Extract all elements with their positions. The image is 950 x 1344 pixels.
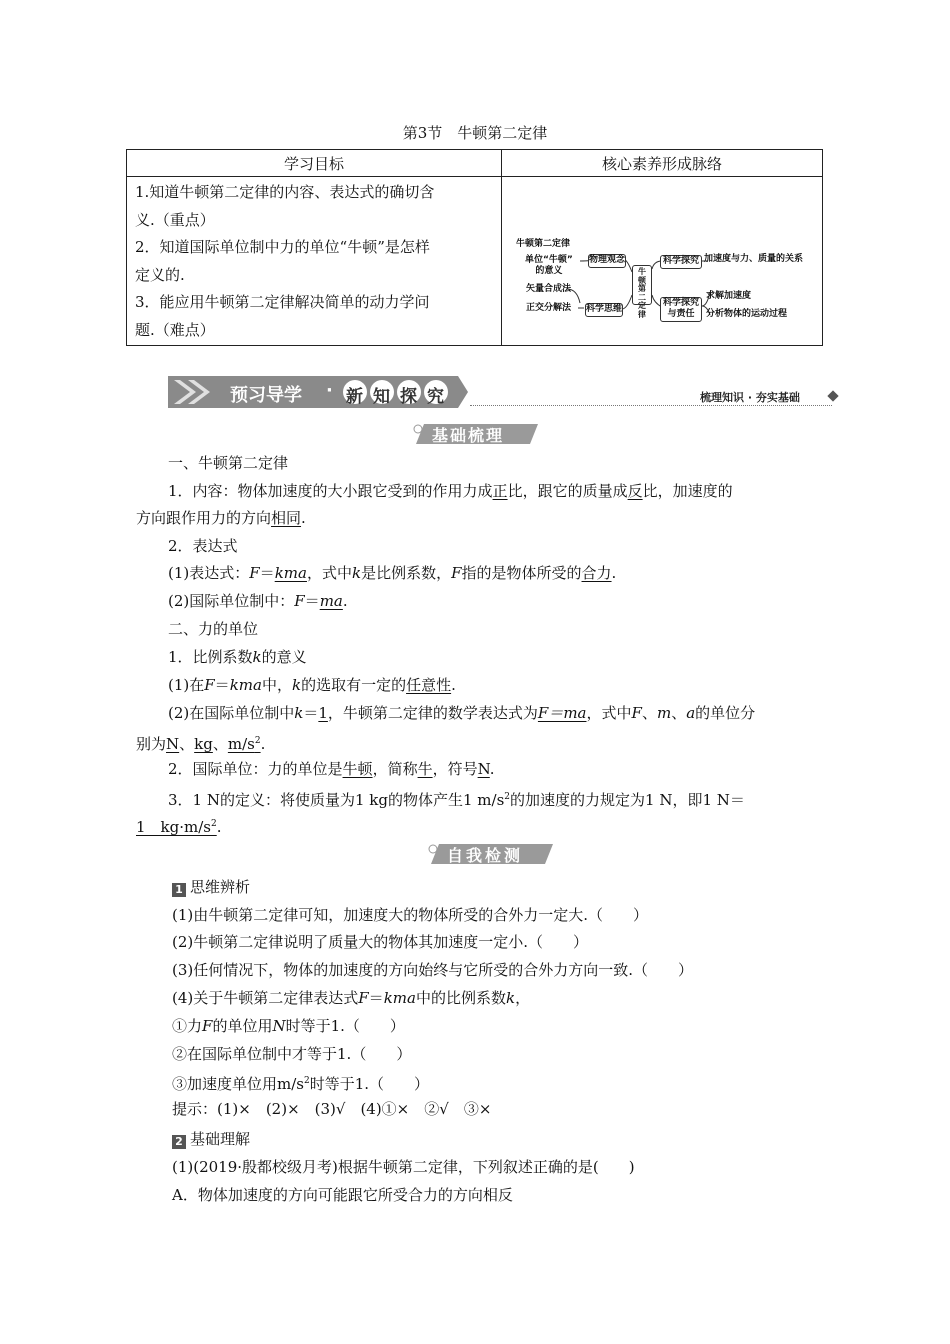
text-line: 1 $kg\cdot m/s^2$. — [136, 818, 222, 836]
heading-force-unit: 二、力的单位 — [168, 620, 259, 638]
text-line: 2．国际单位：力的单位是牛顿，简称牛，符号N. — [168, 760, 495, 778]
text-line: 方向跟作用力的方向相同. — [136, 509, 306, 527]
text-line: 3．1 N的定义：将使质量为1 kg的物体产生1 $m/s^2$的加速度的力规定为1 N，即1 N＝ — [168, 791, 745, 809]
text-line: 1．比例系数k的意义 — [168, 648, 307, 666]
mindmap-box: 科学探究 — [660, 255, 702, 269]
banner-divider — [470, 405, 832, 406]
text-line: (2)在国际单位制中k＝1，牛顿第二定律的数学表达式为F＝ma，式中F、m、a的单位分 — [168, 704, 756, 722]
goal-line: 题.（难点） — [135, 320, 215, 339]
section-tag-selfcheck — [425, 841, 557, 867]
literacy-header: 核心素养形成脉络 — [502, 150, 823, 177]
mindmap-node: 单位“牛顿” 的意义 — [525, 255, 573, 276]
goal-line: 定义的. — [135, 265, 185, 284]
section-banner — [168, 376, 468, 408]
heading-newton-law: 一、牛顿第二定律 — [168, 454, 289, 472]
mindmap-center: 牛 顿 第 二 定 律 — [632, 265, 652, 305]
banner-char: 探 — [400, 387, 417, 407]
banner-char: 知 — [373, 387, 390, 407]
section-tag-basics — [410, 421, 542, 447]
question-line: ②在国际单位制中才等于1.（ ） — [172, 1045, 412, 1063]
banner-char: 新 — [346, 387, 363, 407]
mindmap-node: 牛顿第二定律 — [516, 239, 571, 249]
goals-header: 学习目标 — [127, 150, 502, 177]
goals-list — [127, 177, 502, 346]
subheading-thinking: 1 思维辨析 — [172, 877, 250, 897]
mindmap-box: 物理观念 — [588, 254, 626, 268]
banner-dot: · — [326, 380, 333, 401]
mindmap-box: 科学思维 — [585, 303, 623, 317]
diamond-icon — [827, 390, 838, 401]
mindmap-node: 矢量合成法 — [526, 284, 572, 294]
question-line: (3)任何情况下，物体的加速度的方向始终与它所受的合外力方向一致.（ ） — [172, 961, 694, 979]
goal-line: 1.知道牛顿第二定律的内容、表达式的确切含 — [135, 183, 435, 201]
goals-table — [126, 149, 823, 346]
subheading-understanding: 2 基础理解 — [172, 1129, 250, 1149]
question-line: (1)由牛顿第二定律可知，加速度大的物体所受的合外力一定大.（ ） — [172, 906, 649, 924]
goal-line: 2．知道国际单位制中力的单位“牛顿”是怎样 — [135, 238, 430, 256]
section-title: 自我检测 — [447, 846, 524, 865]
page-title: 第3节 牛顿第二定律 — [402, 124, 548, 142]
banner-char: 究 — [427, 387, 444, 407]
number-badge: 1 — [172, 883, 186, 897]
text-line: 1．内容：物体加速度的大小跟它受到的作用力成正比，跟它的质量成反比，加速度的 — [168, 482, 733, 500]
question-line: ③加速度单位用$m/s^2$时等于1.（ ） — [172, 1075, 430, 1093]
number-badge: 2 — [172, 1135, 186, 1149]
text-line: 别为N、kg、$m/s^2$. — [136, 735, 266, 753]
text-line: (1)在F＝kma中，k的选取有一定的任意性. — [168, 676, 456, 694]
question-line: (1)(2019·殷都校级月考)根据牛顿第二定律，下列叙述正确的是( ) — [172, 1158, 635, 1176]
banner-left-text: 预习导学 — [230, 385, 302, 406]
goal-line: 3．能应用牛顿第二定律解决简单的动力学问 — [135, 293, 430, 311]
question-line: (4)关于牛顿第二定律表达式F＝kma中的比例系数k， — [172, 989, 531, 1007]
question-line: (2)牛顿第二定律说明了质量大的物体其加速度一定小.（ ） — [172, 933, 589, 951]
text-line: (2)国际单位制中：F＝ma. — [168, 592, 348, 610]
mindmap-box: 科学探究 与责任 — [660, 297, 702, 322]
mindmap-node: 分析物体的运动过程 — [706, 309, 788, 319]
question-line: ①力F的单位用N时等于1.（ ） — [172, 1017, 405, 1035]
mindmap-node: 加速度与力、质量的关系 — [704, 254, 804, 264]
banner-shape — [168, 376, 468, 408]
text-line: 2．表达式 — [168, 537, 238, 555]
goal-line: 义.（重点） — [135, 210, 215, 229]
banner-right-text: 梳理知识 · 夯实基础 — [700, 391, 800, 404]
mindmap-node: 正交分解法 — [526, 303, 572, 313]
section-title: 基础梳理 — [432, 426, 505, 445]
text-line: (1)表达式：F＝kma，式中k是比例系数，F指的是物体所受的合力. — [168, 564, 617, 582]
hint-line: 提示：(1)× (2)× (3)√ (4)①× ②√ ③× — [172, 1100, 492, 1118]
mindmap-cell — [502, 177, 823, 346]
option-line: A．物体加速度的方向可能跟它所受合力的方向相反 — [172, 1186, 513, 1204]
mindmap-node: 求解加速度 — [706, 291, 752, 301]
